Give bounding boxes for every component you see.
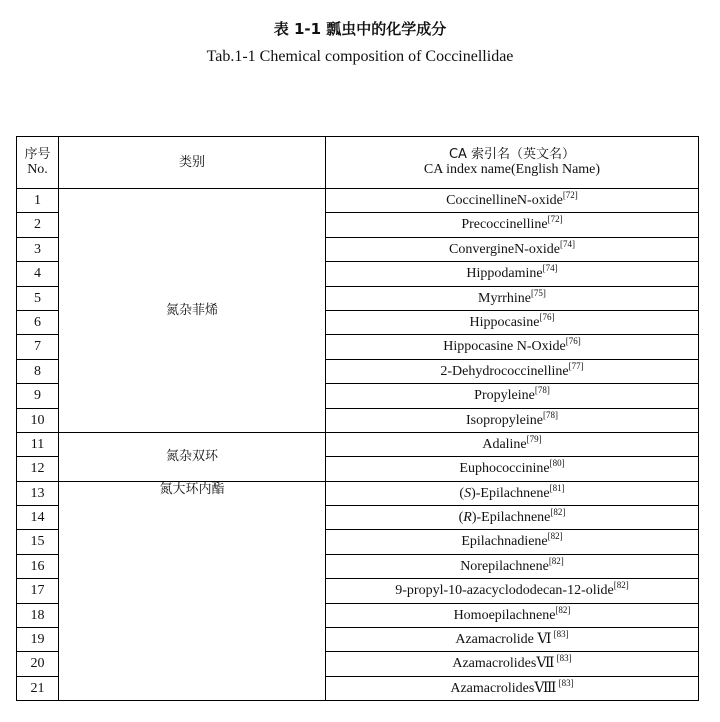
reference-citation: [83] — [551, 629, 569, 640]
compound-name-cell — [326, 237, 699, 261]
reference-citation: [77] — [568, 360, 584, 371]
compound-name: Precoccinelline — [461, 217, 548, 233]
compound-name: AzamacrolidesⅧ — [450, 680, 557, 696]
compound-name: Homoepilachnene — [453, 607, 556, 623]
row-number: 2 — [17, 213, 59, 237]
compound-name: Norepilachnene — [460, 558, 549, 574]
category-cell — [59, 481, 326, 701]
row-number: 8 — [17, 359, 59, 383]
header-name — [326, 137, 699, 189]
reference-citation: [82] — [555, 604, 571, 615]
compound-name-cell — [326, 359, 699, 383]
compound-name-cell — [326, 189, 699, 213]
category-label: 氮大环内酯 — [159, 481, 225, 497]
category-label: 氮杂双环 — [165, 449, 218, 465]
reference-citation: [78] — [542, 409, 558, 420]
compound-name-cell — [326, 310, 699, 334]
header-name-en: CA index name(English Name) — [423, 161, 601, 177]
reference-citation: [80] — [549, 458, 565, 469]
compound-name-cell — [326, 286, 699, 310]
compound-name-cell — [326, 408, 699, 432]
compound-name: Azamacrolide Ⅵ — [455, 632, 552, 648]
reference-citation: [82] — [548, 555, 564, 566]
compound-name: 9-propyl-10-azacyclododecan-12-olide — [395, 583, 614, 599]
header-no — [17, 137, 59, 189]
row-number: 10 — [17, 408, 59, 432]
header-category — [59, 137, 326, 189]
header-name-cn: CA 索引名（英文名） — [448, 146, 576, 162]
compound-name-cell — [326, 676, 699, 700]
table-title-cn: 表 1-1 瓢虫中的化学成分 — [273, 20, 447, 38]
row-number: 15 — [17, 530, 59, 554]
row-number: 1 — [17, 189, 59, 213]
compound-name: Euphococcinine — [459, 461, 550, 477]
compound-name: 2-Dehydrococcinelline — [440, 363, 569, 379]
reference-citation: [79] — [526, 433, 542, 444]
compound-name-cell — [326, 432, 699, 456]
reference-citation: [78] — [534, 385, 550, 396]
compound-name-cell — [326, 335, 699, 359]
table-row — [17, 189, 699, 213]
compound-name: )-Epilachnene — [471, 485, 550, 501]
category-cell — [59, 189, 326, 433]
row-number: 17 — [17, 579, 59, 603]
reference-citation: [82] — [613, 580, 629, 591]
row-number: 9 — [17, 384, 59, 408]
reference-citation: [82] — [547, 531, 563, 542]
compound-name: Propyleine — [474, 388, 535, 404]
row-number: 4 — [17, 262, 59, 286]
compound-name: Adaline — [482, 436, 527, 452]
compound-name-cell — [326, 652, 699, 676]
table-row — [17, 432, 699, 456]
header-category-label: 类别 — [178, 154, 205, 170]
reference-citation: [82] — [550, 507, 566, 518]
composition-table — [16, 136, 699, 701]
category-cell — [59, 432, 326, 481]
header-row — [17, 137, 699, 189]
reference-citation: [76] — [565, 336, 581, 347]
row-number: 21 — [17, 676, 59, 700]
compound-name: )-Epilachnene — [471, 510, 551, 526]
header-no-en: No. — [27, 161, 48, 177]
reference-citation: [72] — [547, 214, 563, 225]
compound-name: Myrrhine — [478, 290, 531, 306]
reference-citation: [76] — [539, 311, 555, 322]
compound-stereo-descriptor: R — [463, 510, 472, 526]
row-number: 19 — [17, 628, 59, 652]
compound-prefix: ( — [459, 485, 465, 501]
compound-name-cell — [326, 457, 699, 481]
header-no-cn: 序号 — [24, 146, 51, 162]
compound-name-cell — [326, 262, 699, 286]
row-number: 14 — [17, 506, 59, 530]
compound-name-cell — [326, 603, 699, 627]
category-label: 氮杂菲烯 — [165, 302, 218, 318]
compound-prefix: ( — [458, 510, 464, 526]
table-title-en: Tab.1-1 Chemical composition of Coccinellidae — [206, 48, 514, 65]
compound-name-cell — [326, 579, 699, 603]
row-number: 5 — [17, 286, 59, 310]
compound-name-cell — [326, 384, 699, 408]
row-number: 11 — [17, 432, 59, 456]
compound-name: CoccinellineN-oxide — [446, 193, 563, 208]
reference-citation: [75] — [530, 287, 546, 298]
compound-name-cell — [326, 628, 699, 652]
compound-name: Hippocasine — [469, 314, 540, 330]
compound-stereo-descriptor: S — [464, 485, 472, 501]
compound-name: AzamacrolidesⅦ — [452, 656, 555, 672]
compound-name-cell — [326, 213, 699, 237]
row-number: 20 — [17, 652, 59, 676]
reference-citation: [74] — [559, 238, 575, 249]
compound-name: Hippodamine — [466, 266, 543, 282]
table-row — [17, 481, 699, 505]
compound-name: ConvergineN-oxide — [449, 241, 560, 257]
compound-name-cell — [326, 554, 699, 578]
compound-name-cell — [326, 506, 699, 530]
row-number: 7 — [17, 335, 59, 359]
row-number: 12 — [17, 457, 59, 481]
row-number: 18 — [17, 603, 59, 627]
reference-citation: [83] — [556, 677, 574, 688]
row-number: 13 — [17, 481, 59, 505]
compound-name: Isopropyleine — [466, 412, 543, 428]
compound-name: Epilachnadiene — [461, 534, 548, 550]
compound-name: Hippocasine N-Oxide — [443, 339, 566, 355]
reference-citation: [72] — [562, 190, 578, 200]
row-number: 16 — [17, 554, 59, 578]
reference-citation: [74] — [542, 263, 558, 274]
compound-name-cell — [326, 530, 699, 554]
reference-citation: [81] — [549, 482, 565, 493]
row-number: 3 — [17, 237, 59, 261]
compound-name-cell — [326, 481, 699, 505]
row-number: 6 — [17, 310, 59, 334]
reference-citation: [83] — [554, 653, 572, 664]
